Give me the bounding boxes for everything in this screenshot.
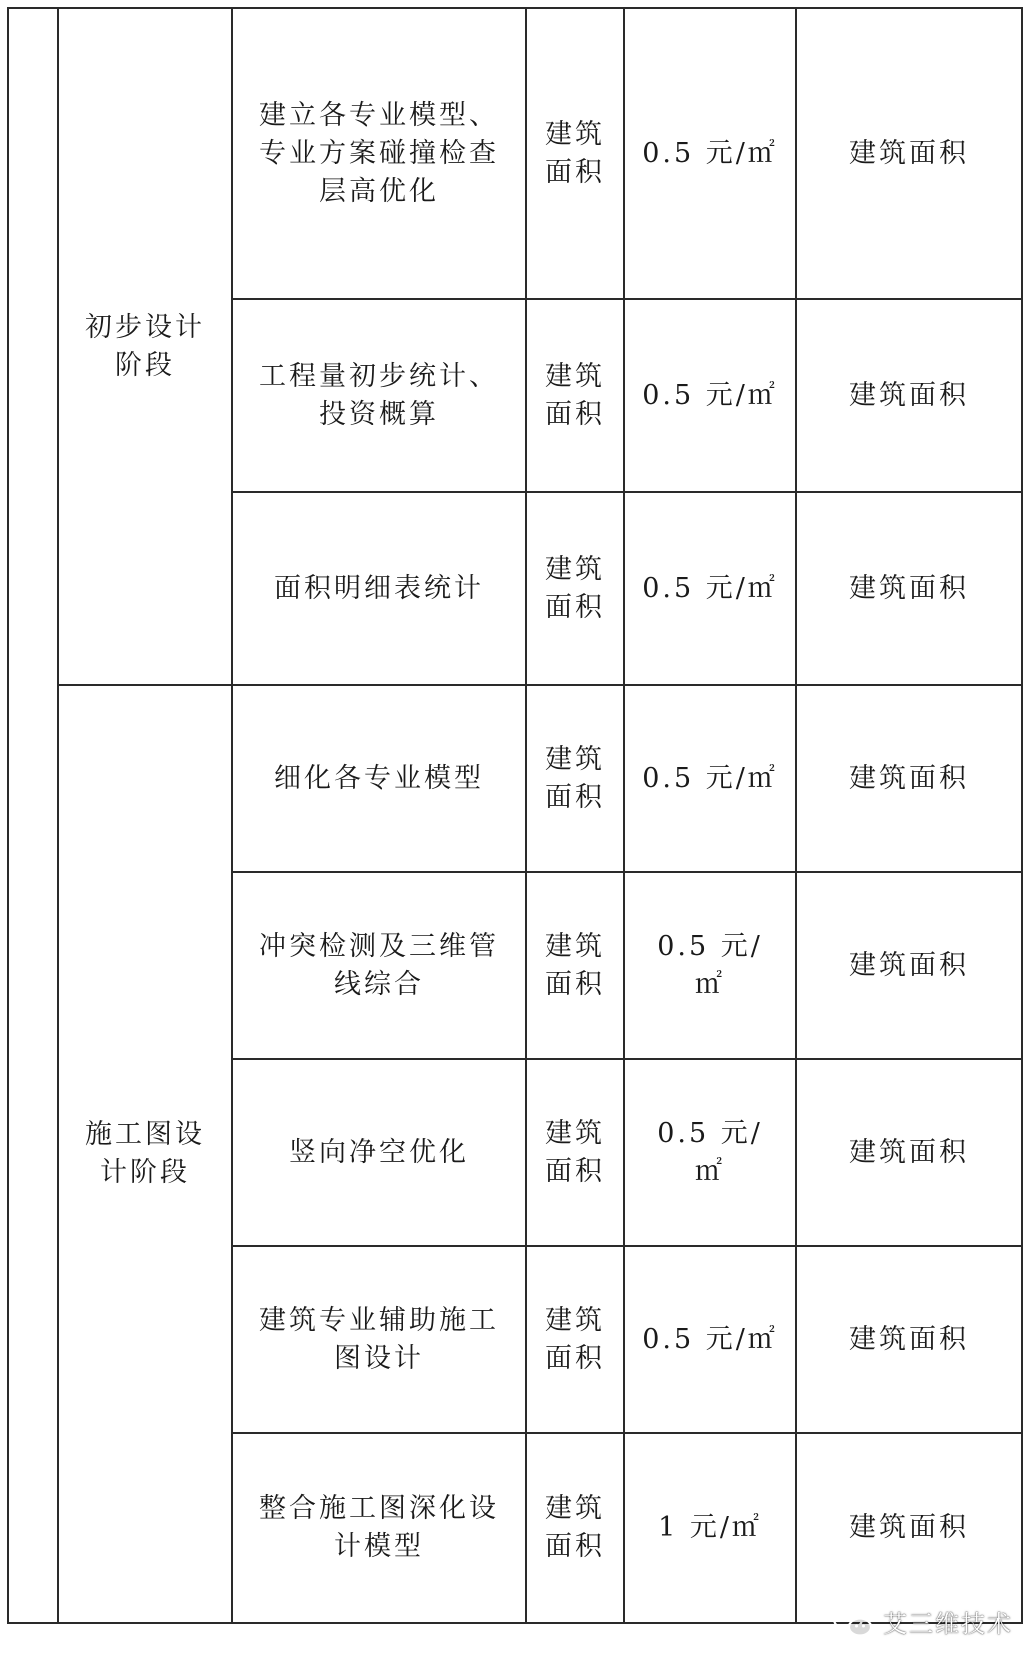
phase-cell: 施工图设计阶段 [58,685,232,1623]
measure-cell: 建筑面积 [796,8,1022,299]
basis-cell: 建筑面积 [526,8,624,299]
table-row [8,685,1022,872]
wechat-icon [831,1605,875,1639]
phase-cell: 初步设计阶段 [58,8,232,685]
basis-cell: 建筑面积 [526,1059,624,1246]
table-row [8,8,1022,299]
price-cell: 0.5 元/㎡ [624,492,796,685]
measure-cell: 建筑面积 [796,872,1022,1059]
item-cell: 竖向净空优化 [232,1059,526,1246]
price-cell: 0.5 元/ ㎡ [624,872,796,1059]
price-cell: 0.5 元/㎡ [624,685,796,872]
price-cell: 1 元/㎡ [624,1433,796,1623]
watermark [831,1604,1013,1639]
item-cell: 整合施工图深化设计模型 [232,1433,526,1623]
basis-cell: 建筑面积 [526,685,624,872]
basis-cell: 建筑面积 [526,299,624,492]
measure-cell: 建筑面积 [796,492,1022,685]
item-cell: 工程量初步统计、投资概算 [232,299,526,492]
item-cell: 建筑专业辅助施工图设计 [232,1246,526,1433]
measure-cell: 建筑面积 [796,1246,1022,1433]
measure-cell: 建筑面积 [796,1433,1022,1623]
fee-table [7,7,1023,1624]
watermark-text: 艾三维技术 [883,1610,1013,1638]
price-cell: 0.5 元/㎡ [624,299,796,492]
measure-cell: 建筑面积 [796,685,1022,872]
basis-cell: 建筑面积 [526,872,624,1059]
item-cell: 冲突检测及三维管线综合 [232,872,526,1059]
measure-cell: 建筑面积 [796,299,1022,492]
price-cell: 0.5 元/㎡ [624,8,796,299]
item-cell: 建立各专业模型、专业方案碰撞检查层高优化 [232,8,526,299]
basis-cell: 建筑面积 [526,1246,624,1433]
item-cell: 面积明细表统计 [232,492,526,685]
blank-column-cell [8,8,58,1623]
measure-cell: 建筑面积 [796,1059,1022,1246]
item-cell: 细化各专业模型 [232,685,526,872]
basis-cell: 建筑面积 [526,1433,624,1623]
price-cell: 0.5 元/ ㎡ [624,1059,796,1246]
basis-cell: 建筑面积 [526,492,624,685]
price-cell: 0.5 元/㎡ [624,1246,796,1433]
